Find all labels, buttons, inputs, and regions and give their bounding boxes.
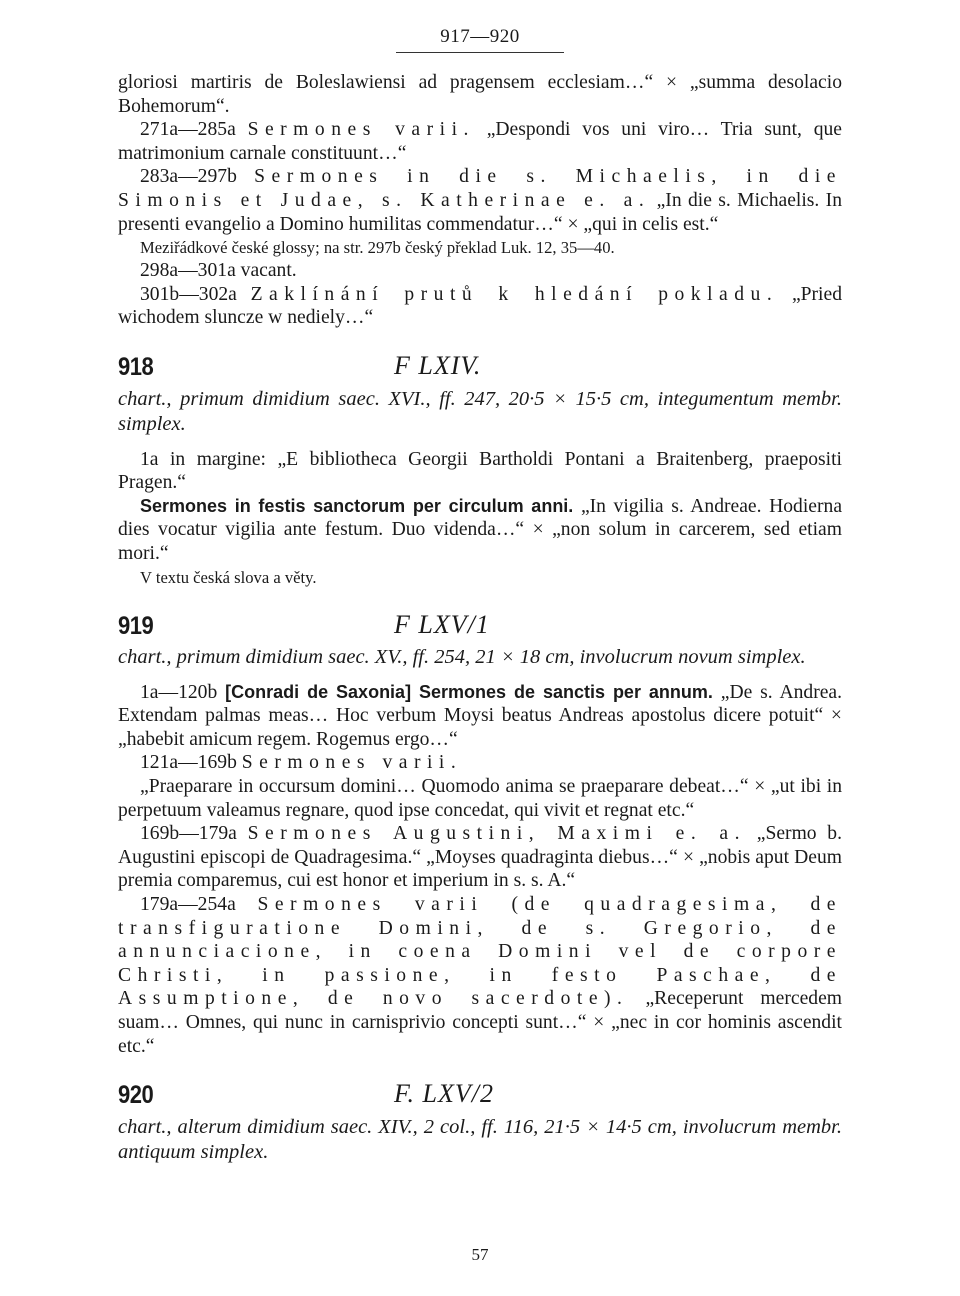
incipit: „Despondi vos uni viro… Tria sunt, que matrimonium carnale constituunt…“ [118, 119, 842, 164]
incipit: „Sermo b. Augustini episcopi de Quadragesima.“ „Moyses quadraginta diebus…“ × „nobis aput Deum premia comparemus, cui est honor et imperium in s. s. A.“ [118, 823, 843, 892]
entry917-paragraph: 298a—301a vacant. [140, 260, 297, 282]
running-head: 917—920 [440, 26, 520, 47]
section-title: Sermones in die s. Michaelis, in die Simonis et Judae, s. Katherinae e. a. [118, 166, 842, 211]
folio-range: 179a—254a [140, 893, 236, 915]
entry919-paragraph [118, 751, 842, 775]
shelfmark: F. LXV/2 [394, 1079, 494, 1109]
entry918-paragraph [118, 495, 842, 566]
entry919-paragraph [118, 822, 842, 893]
entry917-paragraph [118, 283, 842, 330]
incipit: „Pried wichodem sluncze w nediely…“ [118, 283, 842, 329]
section-title: Sermones varii. [247, 119, 475, 141]
note: V textu česká slova a věty. [140, 567, 317, 587]
entry-heading [118, 350, 842, 381]
entry-number: 919 [118, 610, 154, 639]
section-title: Sermones varii (de quadragesima, de transfiguratione Domini, de s. Gregorio, de annunciacione, in coena Domini vel de corpore Christi, in passione, in festo Paschae, de Assumptione, de novo sacerdote). [118, 893, 842, 1010]
work-title: Sermones in festis sanctorum per circulum anni. [140, 495, 574, 516]
folio-range: 169b—179a [140, 823, 237, 845]
incipit: „In vigilia s. Andreae. Hodierna dies vocatur vigilia ante festum. Duo videnda…“ × „non solum in carcerem, sed etiam mori.“ [118, 495, 843, 564]
physical-description: chart., alterum dimidium saec. XIV., 2 col., ff. 116, 21·5 × 14·5 cm, involucrum membr. antiquum simplex. [118, 1115, 842, 1164]
page-body [118, 71, 842, 1166]
incipit: „De s. Andrea. Extendam palmas meas… Hoc verbum Moysi beatus Andreas apostolus dicere potuit“ × „habebit amicum regem. Rogemus ergo…“ [118, 681, 843, 750]
entry919-paragraph [118, 681, 842, 752]
entry-heading [118, 609, 842, 639]
section-title: Sermones Augustini, Maximi e. a. [247, 823, 747, 845]
folio-range: 271a—285a [140, 119, 236, 141]
shelfmark: F LXV/1 [394, 609, 490, 639]
page-number: 57 [471, 1245, 489, 1264]
physical-description: chart., primum dimidium saec. XVI., ff. 247, 20·5 × 15·5 cm, integumentum membr. simplex. [118, 387, 842, 436]
entry-number: 920 [118, 1080, 154, 1109]
section-title: Sermones varii. [241, 752, 463, 774]
work-title: [Conradi de Saxonia] Sermones de sanctis per annum. [225, 681, 713, 702]
entry-number: 918 [118, 352, 154, 381]
folio-range: 301b—302a [140, 283, 237, 305]
note: Meziřádkové české glossy; na str. 297b český překlad Luk. 12, 35—40. [140, 238, 615, 258]
entry-heading [118, 1079, 842, 1109]
section-title: Zaklínání prutů k hledání pokladu. [250, 283, 779, 305]
shelfmark: F LXIV. [394, 350, 482, 380]
folio-range: 1a—120b [140, 681, 218, 703]
entry917-paragraph [118, 165, 842, 236]
incipit: „In die s. Michaelis. In presenti evangelio a Domino humilitas commendatur…“ × „qui in celis est.“ [118, 189, 842, 235]
incipit: „Receperunt mercedem suam… Omnes, qui nunc in carnisprivio concepti sunt…“ × „nec in cor hominis ascendit etc.“ [118, 988, 843, 1057]
entry919-paragraph: „Praeparare in occursum domini… Quomodo anima se praeparare debeat…“ × „ut ibi in perpetuum valeamus regnare, quod ipse concedat, qui vivit et regnat etc.“ [118, 775, 842, 821]
head-rule [396, 52, 564, 53]
entry918-paragraph: 1a in margine: „E bibliotheca Georgii Bartholdi Pontani a Braitenberg, praepositi Pragen.“ [118, 448, 842, 494]
entry917-paragraph [118, 118, 842, 165]
catalogue-page [118, 26, 842, 1176]
folio-range: 283a—297b [140, 166, 237, 188]
entry919-paragraph [118, 893, 842, 1058]
physical-description: chart., primum dimidium saec. XV., ff. 254, 21 × 18 cm, involucrum novum simplex. [118, 646, 806, 669]
entry917-paragraph: gloriosi martiris de Boleslawiensi ad pragensem ecclesiam…“ × „summa desolacio Bohemorum“. [118, 72, 842, 117]
folio-range: 121a—169b [140, 752, 237, 774]
